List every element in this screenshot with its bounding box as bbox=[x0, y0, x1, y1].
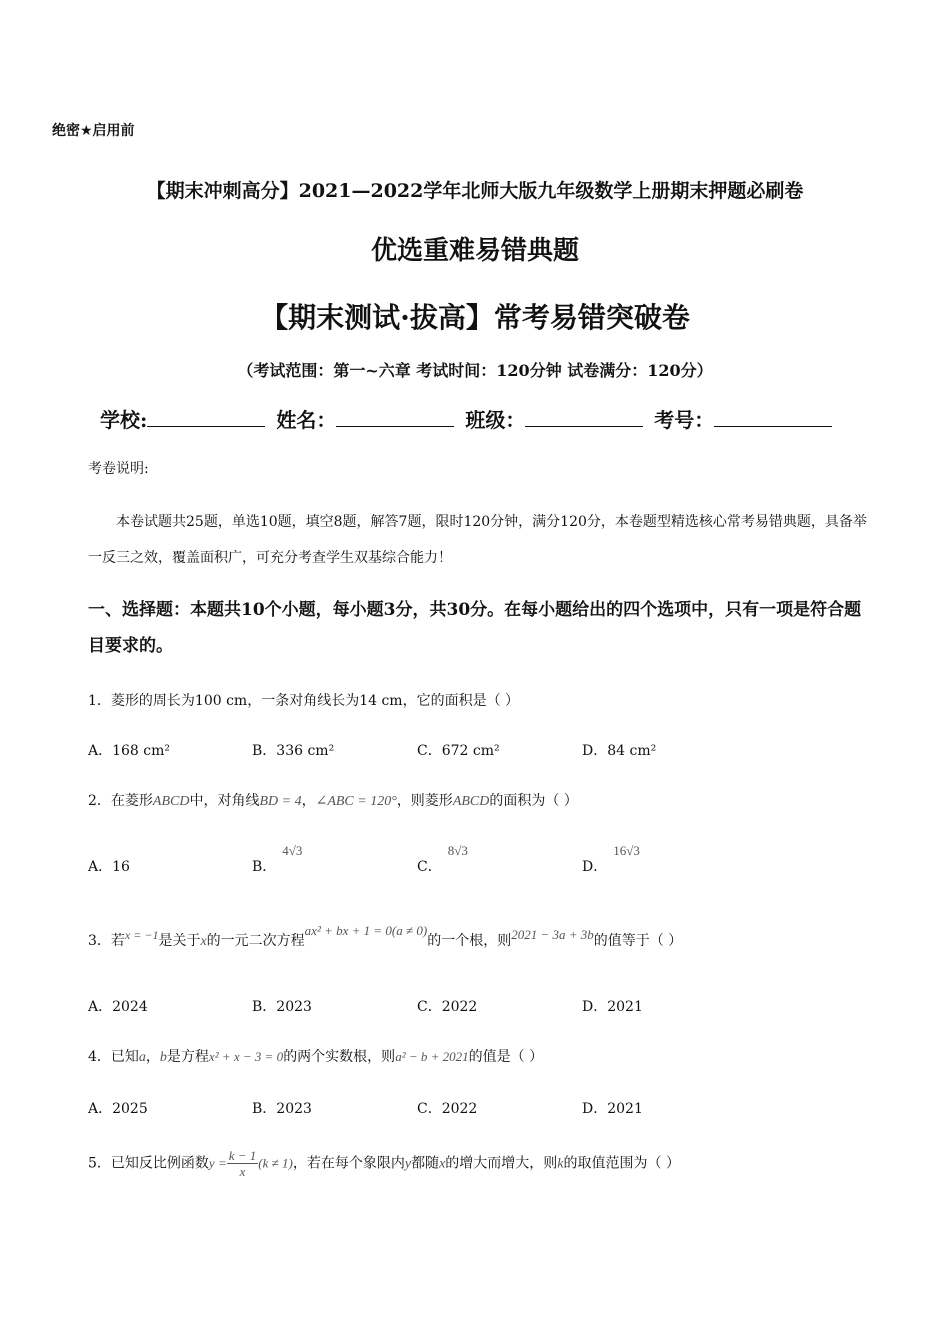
q4-option-d[interactable]: D．2021 bbox=[582, 1101, 643, 1117]
math-expr: b bbox=[159, 1050, 167, 1065]
question-2-stem: 2．在菱形ABCD中，对角线BD = 4，∠ABC = 120°，则菱形ABCD的面积为（ ） bbox=[88, 793, 578, 809]
class-blank[interactable] bbox=[525, 406, 643, 427]
exam-number-blank[interactable] bbox=[714, 406, 832, 427]
q2-option-a[interactable]: A．16 bbox=[88, 859, 130, 875]
math-expr: ABCD bbox=[152, 794, 190, 809]
q1-option-b[interactable]: B．336 cm² bbox=[252, 743, 335, 759]
q4-option-a[interactable]: A．2025 bbox=[88, 1101, 148, 1117]
math-expr: a bbox=[138, 1050, 146, 1065]
exam-number-label: 考号： bbox=[654, 408, 715, 432]
math-expr: ax² + bx + 1 = 0(a ≠ 0) bbox=[304, 923, 428, 938]
math-expr: k bbox=[557, 1156, 564, 1172]
math-expr: y bbox=[404, 1156, 412, 1172]
section-heading: 一、选择题：本题共10个小题，每小题3分，共30分。在每小题给出的四个选项中，只有一项是符合题目要求的。 bbox=[88, 600, 862, 656]
name-blank[interactable] bbox=[336, 406, 454, 427]
exam-title: 【期末冲刺高分】2021—2022学年北师大版九年级数学上册期末押题必刷卷 bbox=[146, 180, 804, 202]
q1-option-c[interactable]: C．672 cm² bbox=[417, 743, 500, 759]
exam-scope: （考试范围：第一~六章 考试时间：120分钟 试卷满分：120分） bbox=[237, 361, 713, 380]
instructions-label: 考卷说明: bbox=[88, 461, 149, 477]
math-expr: x = −1 bbox=[124, 928, 159, 942]
math-expr: x bbox=[200, 934, 207, 949]
math-expr: (k ≠ 1) bbox=[258, 1155, 293, 1171]
question-3-stem: 3．若x = −1是关于x的一元二次方程ax² + bx + 1 = 0(a ≠ 0)的一个根，则2021 − 3a + 3b的值等于（ ） bbox=[88, 923, 683, 949]
exam-heading: 【期末测试·拔高】常考易错突破卷 bbox=[260, 301, 690, 334]
math-expr: y = bbox=[208, 1155, 227, 1171]
question-4-stem: 4．已知a，b是方程x² + x − 3 = 0的两个实数根，则a² − b + 2021的值是（ ） bbox=[88, 1049, 544, 1065]
q1-option-d[interactable]: D．84 cm² bbox=[582, 743, 657, 759]
class-label: 班级： bbox=[465, 408, 526, 432]
math-expr: x² + x − 3 = 0 bbox=[208, 1049, 284, 1064]
math-expr: BD = 4 bbox=[259, 794, 302, 809]
q3-option-d[interactable]: D．2021 bbox=[582, 999, 643, 1015]
q2-option-d[interactable]: D．16√3 bbox=[582, 843, 640, 875]
math-expr: ∠ABC = 120° bbox=[315, 794, 397, 809]
question-1-stem: 1．菱形的周长为100 cm，一条对角线长为14 cm，它的面积是（ ） bbox=[88, 693, 520, 709]
math-expr: ABCD bbox=[452, 794, 490, 809]
instructions-text: 本卷试题共25题，单选10题，填空8题，解答7题，限时120分钟，满分120分，本卷题型精选核心常考易错典题，具备举一反三之效，覆盖面积广，可充分考查学生双基综合能力！ bbox=[88, 514, 867, 566]
q4-option-b[interactable]: B．2023 bbox=[252, 1101, 312, 1117]
math-expr: 16√3 bbox=[613, 843, 640, 858]
student-info-fields bbox=[100, 404, 836, 433]
math-expr: a² − b + 2021 bbox=[395, 1049, 469, 1064]
math-expr: 2021 − 3a + 3b bbox=[511, 927, 594, 942]
math-expr: 8√3 bbox=[447, 843, 468, 858]
q2-option-b[interactable]: B．4√3 bbox=[252, 843, 303, 875]
q4-option-c[interactable]: C．2022 bbox=[417, 1101, 478, 1117]
q3-option-c[interactable]: C．2022 bbox=[417, 999, 478, 1015]
q1-option-a[interactable]: A．168 cm² bbox=[88, 743, 171, 759]
question-5-stem: 5．已知反比例函数y = $\frac{k - 1}{x}$ (k ≠ 1)，若在每个象限内y都随x的增大而增大，则k的取值范围为（ ） bbox=[88, 1148, 680, 1179]
fraction: $\frac{k - 1}{x}$ bbox=[228, 1148, 257, 1179]
confidential-label: 绝密★启用前 bbox=[52, 123, 135, 139]
school-blank[interactable] bbox=[147, 406, 265, 427]
name-label: 姓名： bbox=[276, 408, 337, 432]
school-label: 学校: bbox=[100, 408, 148, 432]
q3-option-a[interactable]: A．2024 bbox=[88, 999, 148, 1015]
q2-option-c[interactable]: C．8√3 bbox=[417, 843, 468, 875]
math-expr: 4√3 bbox=[282, 843, 303, 858]
q3-option-b[interactable]: B．2023 bbox=[252, 999, 312, 1015]
math-expr: x bbox=[439, 1156, 446, 1172]
exam-subtitle: 优选重难易错典题 bbox=[370, 236, 579, 266]
